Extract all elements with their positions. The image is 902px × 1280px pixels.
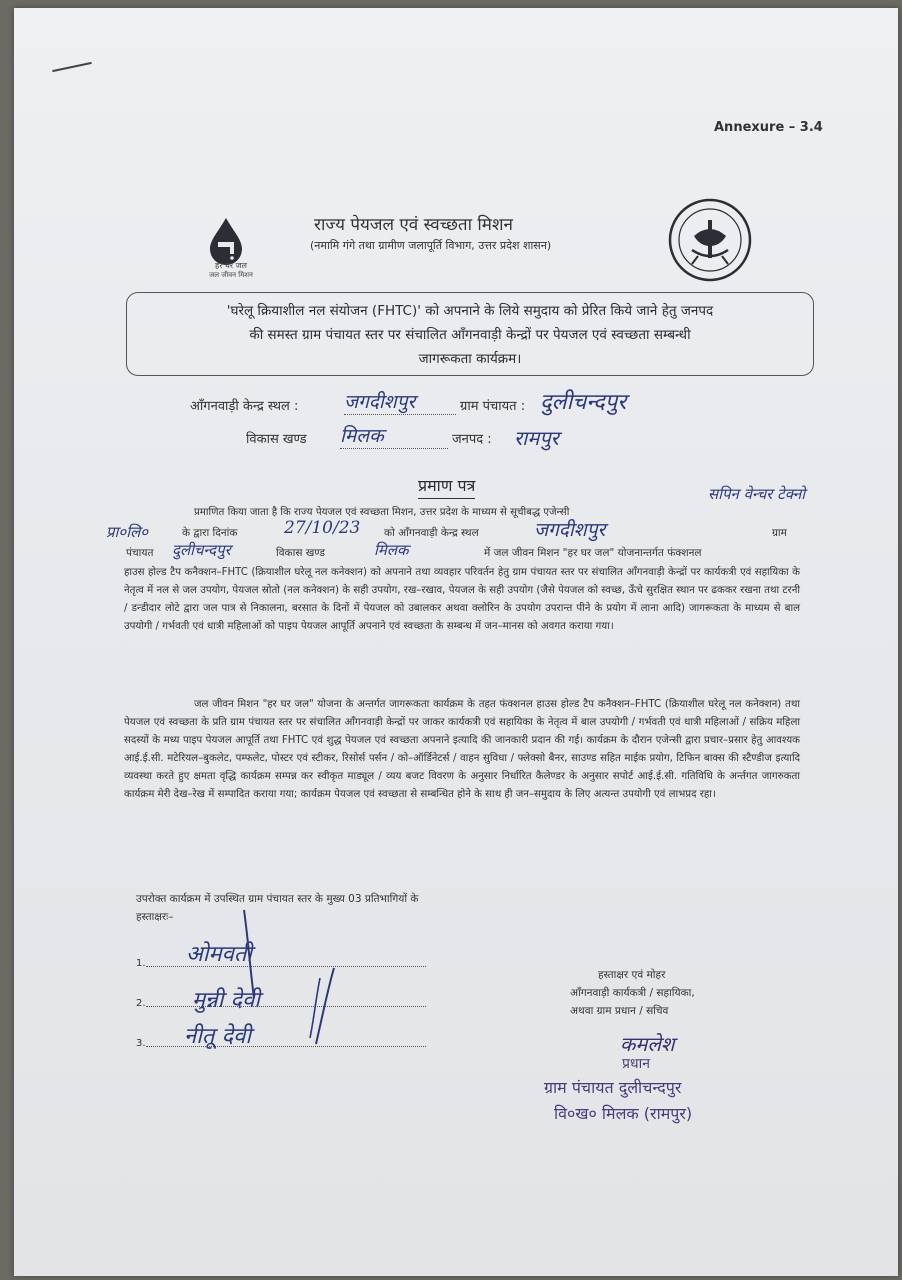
sig-2-num: 2. bbox=[136, 998, 146, 1009]
date-label: के द्वारा दिनांक bbox=[182, 527, 238, 539]
stamp-pradhan: प्रधान bbox=[622, 1056, 650, 1072]
program-title-line-2: की समस्त ग्राम पंचायत स्तर पर संचालित आँगनवाड़ी केन्द्रों पर पेयजल एवं स्वच्छता सम्बन्धी bbox=[249, 327, 691, 343]
mission-subtitle: (नमामि गंगे तथा ग्रामीण जलापूर्ति विभाग, उत्तर प्रदेश शासन) bbox=[310, 239, 552, 252]
sig-3-name: नीतू देवी bbox=[184, 1024, 252, 1049]
logo-text-har-ghar-jal: हर घर जल bbox=[215, 261, 247, 270]
sig-1-name: ओमवती bbox=[186, 942, 253, 967]
mission-title: राज्य पेयजल एवं स्वच्छता मिशन bbox=[314, 215, 513, 235]
certificate-heading: प्रमाण पत्र bbox=[418, 474, 475, 499]
document-page bbox=[14, 8, 898, 1276]
vk-label: विकास खण्ड bbox=[276, 547, 325, 559]
vk-value: मिलक bbox=[374, 541, 409, 559]
janpad-value: रामपुर bbox=[514, 426, 559, 450]
vikas-khand-value: मिलक bbox=[340, 422, 448, 449]
pradhan-label: अथवा ग्राम प्रधान / सचिव bbox=[570, 1005, 669, 1017]
program-title-line-3: जागरूकता कार्यक्रम। bbox=[418, 351, 522, 367]
anganwadi-value: जगदीशपुर bbox=[344, 388, 456, 415]
logo-text-jal-jeevan: जल जीवन मिशन bbox=[209, 271, 253, 279]
annexure-label: Annexure – 3.4 bbox=[714, 120, 823, 135]
program-title-box bbox=[126, 292, 814, 376]
anganwadi-worker-label: आँगनवाड़ी कार्यकत्री / सहायिका, bbox=[570, 987, 695, 999]
sig-1-num: 1. bbox=[136, 958, 146, 969]
para1-rest-a: में जल जीवन मिशन "हर घर जल" योजनान्तर्गत फंक्शनल bbox=[484, 547, 702, 559]
gram-panchayat-value: दुलीचन्दपुर bbox=[540, 390, 627, 415]
sig-2-name: मुन्नी देवी bbox=[192, 988, 260, 1013]
anganwadi-label: आँगनवाड़ी केन्द्र स्थल : bbox=[190, 399, 299, 414]
up-government-seal-icon bbox=[668, 198, 752, 282]
sthal-value: जगदीशपुर bbox=[534, 519, 606, 541]
para1-text: हाउस होल्ड टैप कनैक्शन–FHTC (क्रियाशील घरेलू नल कनेक्शन) को अपनाने तथा व्यवहार परिवर्तन हेतु ग्राम पंचायत स्तर पर संचालित आँगनवाड़ी केन्द्रों पर कार्यकत्री एवं सहायिका के नेतृत्व में नल से जल उपयोग, पेयजल स्रोतो (नल कनेक्शन) के सही उपयोग, रख–रखाव, पेयजल के सही उपयोग (जैसे पेयजल को स्वच्छ, ऊँचे सुरक्षित स्थान पर ढककर रखना तथा टरनी / डन्डीदार लोटे द्वारा जल पात्र से निकालना, बरसात के दिनों में पेयजल को उबालकर अथवा क्लोरिन के उपयोग उपरान्त पीने के प्रयोग में लाना आदि) जागरूकता के माध्यम से बाल उपयोगी / गर्भवती एवं धात्री महिलाओं को पाइप पेयजल आपूर्ति अपनाने एवं स्वच्छता के सम्बन्ध में जन–मानस को अवगत कराया गया। bbox=[124, 567, 800, 632]
panchayat-value: दुलीचन्दपुर bbox=[172, 541, 231, 559]
gram-panchayat-label: ग्राम पंचायत : bbox=[460, 399, 526, 414]
sig-3-num: 3. bbox=[136, 1038, 146, 1049]
date-value: 27/10/23 bbox=[284, 518, 361, 538]
para1-line1: प्रमाणित किया जाता है कि राज्य पेयजल एवं स्वच्छता मिशन, उत्तर प्रदेश के माध्यम से सूचीबद्ध एजेन्सी bbox=[194, 507, 570, 518]
sthal-label: को आँगनवाड़ी केन्द्र स्थल bbox=[384, 527, 479, 539]
gram-word: ग्राम bbox=[772, 527, 787, 539]
stamp-gram-panchayat: ग्राम पंचायत दुलीचन्दपुर bbox=[544, 1078, 682, 1097]
agency-suffix: प्रा०लि० bbox=[106, 523, 149, 541]
participants-intro: उपरोक्त कार्यक्रम में उपस्थित ग्राम पंचायत स्तर के मुख्य 03 प्रतिभागियों के bbox=[136, 893, 419, 905]
signature-scribble-icon bbox=[224, 908, 344, 1048]
stamp-vikas-khand: वि०ख० मिलक (रामपुर) bbox=[554, 1104, 693, 1123]
participants-intro-2: हस्ताक्षरः– bbox=[136, 911, 174, 923]
para2-text: जल जीवन मिशन "हर घर जल" योजना के अन्तर्गत जागरूकता कार्यक्रम के तहत फंक्शनल हाउस होल्ड टैप कनैक्शन–FHTC (क्रियाशील घरेलू नल कनेक्शन) तथा पेयजल एवं स्वच्छता के प्रति ग्राम पंचायत स्तर पर संचालित आँगनवाड़ी केन्द्रों पर जाकर कार्यकत्री एवं सहायिका के नेतृत्व में बाल उपयोगी / गर्भवती एवं धात्री महिलाओं / सक्रिय महिला सदस्यों के मध्य पाइप पेयजल आपूर्ति तथा FHTC एवं शुद्ध पेयजल एवं स्वच्छता अपनाने इत्यादि की जानकारी प्रदान की गई। कार्यक्रम के दौरान एजेन्सी द्वारा प्रचार–प्रसार हेतु आवश्यक आई.ई.सी. मटेरियल–बुकलेट, पम्फलेट, पोस्टर एवं स्टीकर, रिसोर्स पर्सन / को–ऑर्डिनेटर्स / वाहन सुविधा / फ्लेक्सो बैनर, साउण्ड सहित माईक प्रयोग, टिफिन बाक्स की स्टैण्डीज इत्यादि व्यवस्था करते हुए क्षमता वृद्धि कार्यक्रम सम्पन्न कर स्वीकृत माड्यूल / व्यय बजट विवरण के अनुसार निर्धारित कैलेण्डर के अनुसार सपोर्ट आई.ई.सी. गतिविधि के अर्न्तगत जागरुकता कार्यक्रम मेरी देख–रेख में सम्पादित कराया गया; कार्यक्रम पेयजल एवं स्वच्छता से सम्बन्धित होने के साथ ही जन–समुदाय के लिए अत्यन्त उपयोगी एवं लाभप्रद रहा। bbox=[124, 699, 800, 800]
para2-body bbox=[124, 696, 800, 804]
panchayat-label: पंचायत bbox=[126, 547, 154, 559]
agency-handwritten: सपिन वेन्चर टेक्नो bbox=[708, 485, 806, 503]
sign-seal-label: हस्ताक्षर एवं मोहर bbox=[598, 969, 666, 981]
pen-mark bbox=[52, 62, 92, 72]
program-title-line-1: 'घरेलू क्रियाशील नल संयोजन (FHTC)' को अपनाने के लिये समुदाय को प्रेरित किये जाने हेतु जनपद bbox=[226, 303, 714, 319]
pradhan-signature: कमलेश bbox=[620, 1032, 675, 1056]
janpad-label: जनपद : bbox=[452, 432, 492, 447]
para1-body bbox=[124, 564, 800, 636]
vikas-khand-label: विकास खण्ड bbox=[246, 432, 307, 447]
